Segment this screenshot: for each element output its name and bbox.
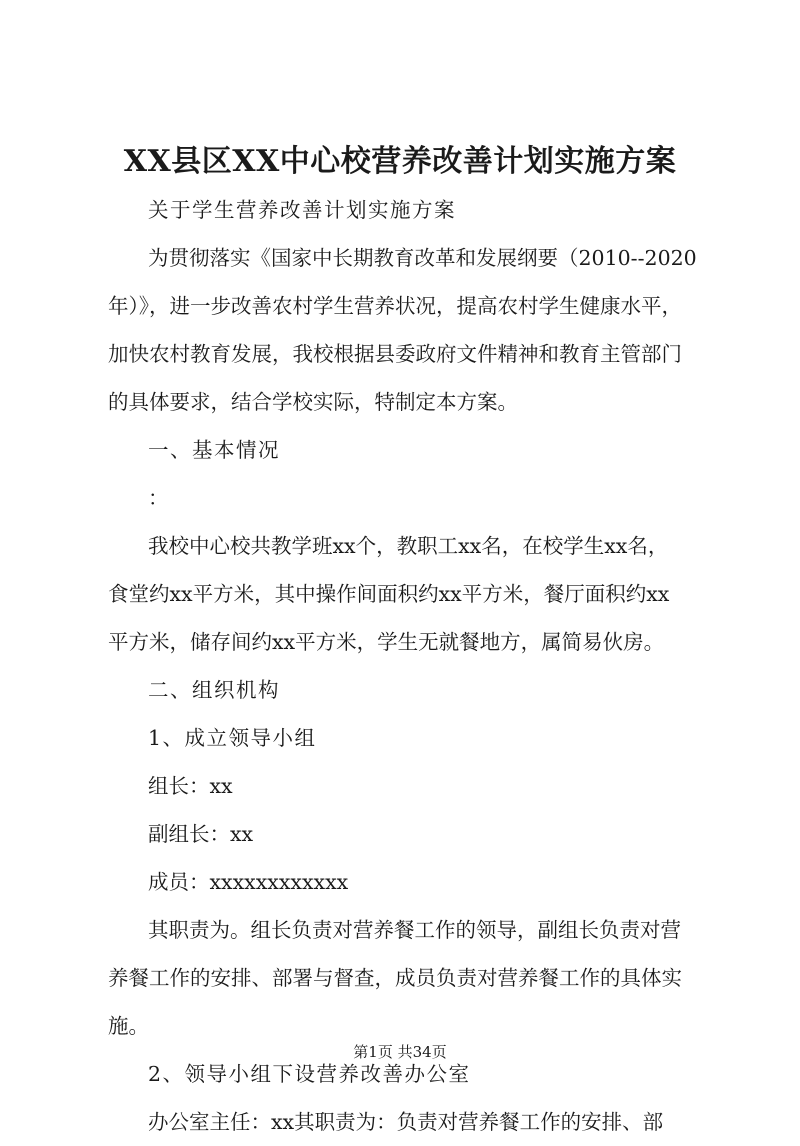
section-heading <box>108 666 708 714</box>
text-line: 成员：xxxxxxxxxxxx <box>148 870 349 894</box>
text-line: 我校中心校共教学班xx个，教职工xx名，在校学生xx名， <box>148 534 669 558</box>
page-number: 第1页 共34页 <box>353 1043 447 1061</box>
text-line: 副组长：xx <box>148 822 254 846</box>
text-line: 1、成立领导小组 <box>148 726 317 750</box>
document-title: XX县区XX中心校营养改善计划实施方案 <box>123 144 677 179</box>
text-line: 加快农村教育发展，我校根据县委政府文件精神和教育主管部门 <box>108 342 682 366</box>
text-line: 平方米，储存间约xx平方米，学生无就餐地方，属简易伙房。 <box>108 630 665 654</box>
colon-line <box>108 474 708 522</box>
text-line: 食堂约xx平方米，其中操作间面积约xx平方米，餐厅面积约xx <box>108 582 670 606</box>
text-line: 办公室主任：xx其职责为：负责对营养餐工作的安排、部 <box>148 1110 664 1134</box>
subsection-heading <box>108 714 708 762</box>
office-paragraph <box>108 1098 708 1146</box>
text-line: 一、基本情况 <box>148 438 280 462</box>
text-line: 养餐工作的安排、部署与督查，成员负责对营养餐工作的具体实 <box>108 966 682 990</box>
text-line: 施。 <box>108 1014 149 1038</box>
duties-paragraph <box>108 906 708 1050</box>
text-line: ： <box>148 486 169 510</box>
section-heading <box>108 426 708 474</box>
text-line: 组长：xx <box>148 774 233 798</box>
text-line: 其职责为。组长负责对营养餐工作的领导，副组长负责对营 <box>148 918 681 942</box>
text-line: 为贯彻落实《国家中长期教育改革和发展纲要（2010--2020 <box>148 246 697 270</box>
text-line: 2、领导小组下设营养改善办公室 <box>148 1062 471 1086</box>
member-line <box>108 810 708 858</box>
document-body <box>108 186 708 1146</box>
intro-paragraph <box>108 234 708 426</box>
text-line: 二、组织机构 <box>148 678 280 702</box>
basic-info-paragraph <box>108 522 708 666</box>
subtitle-line <box>108 186 708 234</box>
text-line: 的具体要求，结合学校实际，特制定本方案。 <box>108 390 518 414</box>
text-line: 关于学生营养改善计划实施方案 <box>148 198 456 222</box>
text-line: 年）》，进一步改善农村学生营养状况，提高农村学生健康水平， <box>108 294 682 318</box>
member-line <box>108 858 708 906</box>
member-line <box>108 762 708 810</box>
